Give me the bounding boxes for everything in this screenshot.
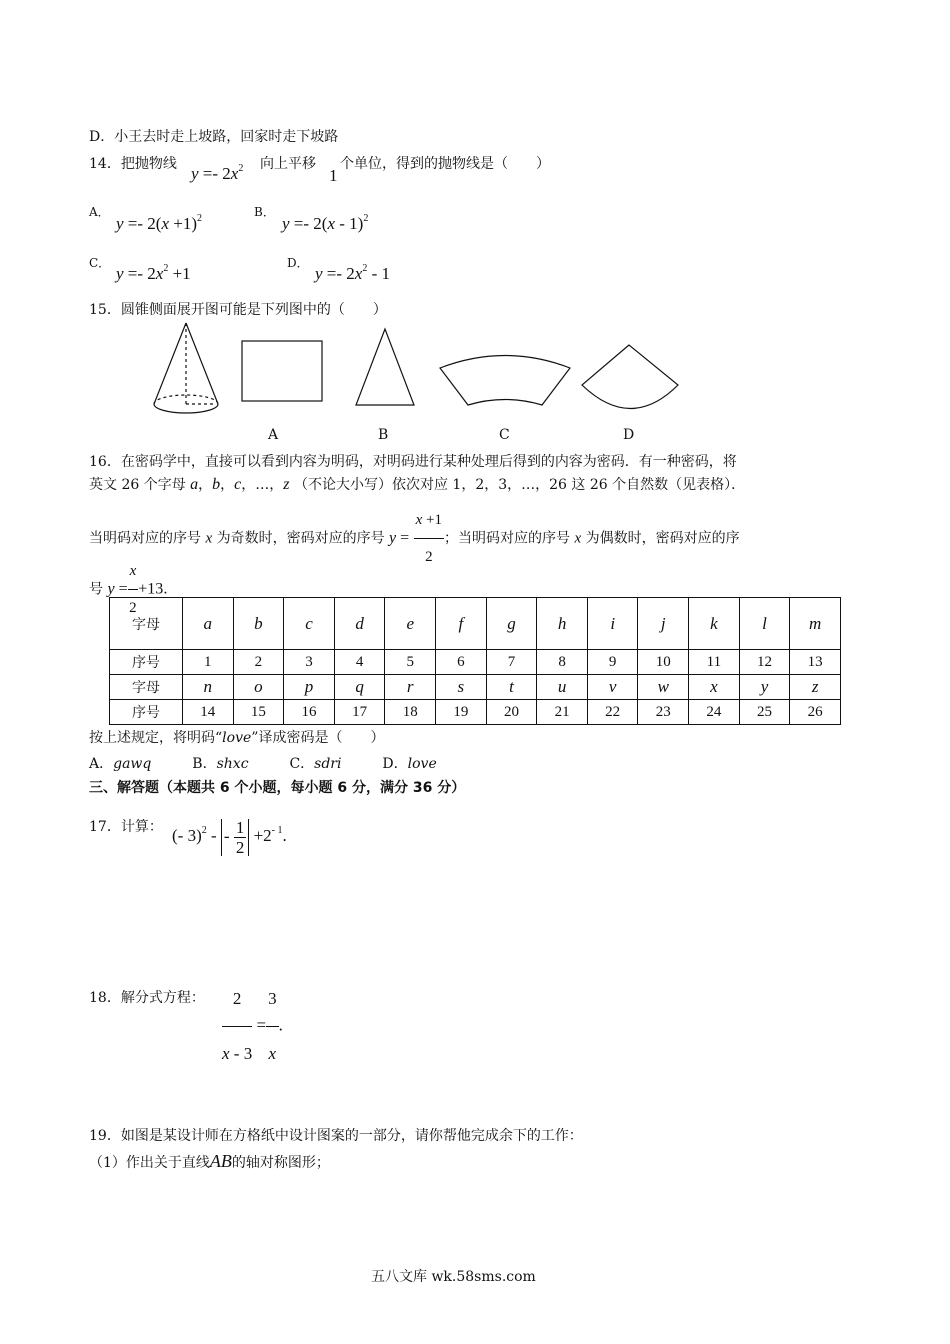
cell-index: 15 bbox=[233, 700, 284, 725]
header-index: 序号 bbox=[110, 700, 183, 725]
option-b-triangle bbox=[356, 329, 414, 405]
q16-line2: 英文 26 个字母 a，b，c，…，z （不论大小写）依次对应 1，2，3，…，26 这 26 个自然数（见表格）． bbox=[89, 476, 746, 493]
q16-plain-word: love bbox=[222, 730, 252, 746]
cell-index: 20 bbox=[486, 700, 537, 725]
cell-index: 17 bbox=[334, 700, 385, 725]
header-letter: 字母 bbox=[110, 675, 183, 700]
cell-index: 4 bbox=[334, 650, 385, 675]
cell-index: 11 bbox=[689, 650, 740, 675]
cell-letter: e bbox=[385, 598, 436, 650]
q14-shift-value: 1 bbox=[329, 166, 338, 185]
cone-figure bbox=[154, 323, 218, 413]
q16-line3d: 为偶数时，密码对应的序 bbox=[585, 530, 740, 547]
q17-stem: 17．计算： bbox=[89, 819, 163, 835]
cell-letter: d bbox=[334, 598, 385, 650]
q16-line4a: 号 bbox=[89, 581, 103, 598]
cell-letter: j bbox=[638, 598, 689, 650]
cell-index: 22 bbox=[587, 700, 638, 725]
option-a-rectangle bbox=[242, 341, 322, 401]
q16-line3: 当明码对应的序号 x 为奇数时，密码对应的序号 y = $\frac{x +1}{2}$ ；当明码对应的序号 x 为偶数时，密码对应的序 bbox=[89, 503, 740, 574]
cell-index: 18 bbox=[385, 700, 436, 725]
cell-letter: i bbox=[587, 598, 638, 650]
q16-question-b: ”译成密码是（ ） bbox=[251, 730, 385, 746]
q16-question bbox=[89, 731, 384, 745]
option-d-sector bbox=[582, 345, 678, 409]
q16-line3b: 为奇数时，密码对应的序号 bbox=[216, 530, 385, 547]
cell-letter: o bbox=[233, 675, 284, 700]
q16-option-a-value: gawq bbox=[113, 756, 152, 772]
q16-question-a: 按上述规定，将明码“ bbox=[89, 730, 223, 746]
cell-letter: q bbox=[334, 675, 385, 700]
cell-letter: h bbox=[537, 598, 588, 650]
cell-index: 3 bbox=[284, 650, 335, 675]
cell-letter: m bbox=[790, 598, 841, 650]
cell-letter: f bbox=[436, 598, 487, 650]
q18-equation: $\frac{2}{x - 3}$ = $\frac{3}{x}$ . bbox=[222, 973, 283, 1080]
cell-index: 23 bbox=[638, 700, 689, 725]
cipher-table bbox=[109, 597, 841, 725]
cell-index: 14 bbox=[183, 700, 234, 725]
cell-index: 21 bbox=[537, 700, 588, 725]
q14-option-c-label: C． bbox=[89, 256, 111, 270]
q13-option-d: D．小王去时走上坡路，回家时走下坡路 bbox=[89, 129, 339, 145]
q16-options bbox=[89, 757, 437, 771]
option-c-annular-sector bbox=[440, 356, 570, 406]
cell-letter: k bbox=[689, 598, 740, 650]
table-row-index-1 bbox=[110, 650, 841, 675]
q16-option-b-label: B． bbox=[192, 756, 217, 772]
q16-option-d-label: D． bbox=[382, 756, 408, 772]
q16-option-b-value: shxc bbox=[216, 756, 249, 772]
q14-option-b-formula: y =- 2(x - 1)$^2$ bbox=[282, 213, 369, 233]
q19-part1a: （1）作出关于直线 bbox=[89, 1155, 210, 1171]
q17-expression: (- 3)$^2$ - - $\frac{1}{2}$ $+2^{- 1}$. bbox=[172, 817, 287, 857]
q19-line-ab: AB bbox=[209, 1151, 232, 1171]
q16-line2b: （不论大小写）依次对应 1，2，3，…，26 这 26 个自然数（见表格）． bbox=[293, 477, 746, 493]
q16-line3a: 当明码对应的序号 bbox=[89, 530, 201, 547]
cell-letter: r bbox=[385, 675, 436, 700]
cell-letter: s bbox=[436, 675, 487, 700]
q15-stem: 15．圆锥侧面展开图可能是下列图中的（ ） bbox=[89, 302, 387, 318]
cell-letter: u bbox=[537, 675, 588, 700]
cell-letter: l bbox=[739, 598, 790, 650]
cell-letter: b bbox=[233, 598, 284, 650]
q16-line3c: ；当明码对应的序号 bbox=[444, 530, 571, 547]
q16-line1: 16．在密码学中，直接可以看到内容为明码，对明码进行某种处理后得到的内容为密码．有一种密码，将 bbox=[89, 454, 737, 470]
table-row-letters-1 bbox=[110, 598, 841, 650]
q16-line4: 号 y = $\frac{x}{2}$ +13． bbox=[89, 554, 177, 625]
q14-stem-c: 个单位，得到的抛物线是（ ） bbox=[340, 156, 550, 172]
q15-label-b: B bbox=[378, 427, 389, 443]
cell-letter: w bbox=[638, 675, 689, 700]
cell-index: 2 bbox=[233, 650, 284, 675]
cell-index: 1 bbox=[183, 650, 234, 675]
q15-label-a: A bbox=[268, 427, 279, 443]
q14-option-d-label: D． bbox=[287, 256, 309, 270]
cell-index: 26 bbox=[790, 700, 841, 725]
q16-option-c-label: C． bbox=[289, 756, 315, 772]
cell-letter: a bbox=[183, 598, 234, 650]
header-index: 序号 bbox=[110, 650, 183, 675]
table-row-letters-2 bbox=[110, 675, 841, 700]
q14-option-b-label: B． bbox=[254, 205, 275, 219]
cell-index: 10 bbox=[638, 650, 689, 675]
cell-letter: t bbox=[486, 675, 537, 700]
cell-index: 13 bbox=[790, 650, 841, 675]
q15-figures bbox=[140, 318, 700, 423]
header-letter: 字母 bbox=[110, 598, 183, 650]
q14-option-a-label: A． bbox=[89, 205, 110, 219]
q14-stem bbox=[89, 157, 177, 171]
cell-letter: n bbox=[183, 675, 234, 700]
q19-stem: 19．如图是某设计师在方格纸中设计图案的一部分，请你帮他完成余下的工作： bbox=[89, 1128, 583, 1144]
cell-index: 24 bbox=[689, 700, 740, 725]
cell-index: 12 bbox=[739, 650, 790, 675]
cell-index: 9 bbox=[587, 650, 638, 675]
q19-part1b: 的轴对称图形； bbox=[231, 1155, 330, 1171]
q15-label-d: D bbox=[623, 427, 635, 443]
q16-option-d-value: love bbox=[407, 756, 437, 772]
cell-letter: c bbox=[284, 598, 335, 650]
cell-index: 19 bbox=[436, 700, 487, 725]
q14-option-d-formula: $y =- 2x^2 - 1$ bbox=[315, 263, 391, 283]
cell-letter: p bbox=[284, 675, 335, 700]
q15-label-c: C bbox=[499, 427, 510, 443]
cell-index: 25 bbox=[739, 700, 790, 725]
q16-line2a: 英文 26 个字母 bbox=[89, 477, 186, 493]
q14-option-c-formula: $y =- 2x^2 +1$ bbox=[116, 263, 191, 283]
cell-index: 16 bbox=[284, 700, 335, 725]
section3-title: 三、解答题（本题共 6 个小题，每小题 6 分，满分 36 分） bbox=[89, 780, 466, 796]
cell-letter: v bbox=[587, 675, 638, 700]
q14-stem-b: 向上平移 bbox=[260, 156, 316, 172]
cell-letter: x bbox=[689, 675, 740, 700]
q14-option-a-formula: $y =- 2(x +1)^2$ bbox=[116, 213, 203, 233]
cell-index: 5 bbox=[385, 650, 436, 675]
q14-stem-a: 14．把抛物线 bbox=[89, 156, 177, 172]
q19-part1 bbox=[89, 1152, 330, 1170]
q18-stem: 18．解分式方程： bbox=[89, 990, 205, 1006]
footer-watermark: 五八文库 wk.58sms.com bbox=[371, 1269, 536, 1285]
cell-index: 8 bbox=[537, 650, 588, 675]
cell-letter: z bbox=[790, 675, 841, 700]
table-row-index-2 bbox=[110, 700, 841, 725]
q14-parabola-formula: $y =- 2x^2$ bbox=[191, 163, 244, 183]
cell-letter: g bbox=[486, 598, 537, 650]
cell-index: 7 bbox=[486, 650, 537, 675]
q16-option-a-label: A． bbox=[89, 756, 114, 772]
cell-letter: y bbox=[739, 675, 790, 700]
q16-option-c-value: sdri bbox=[314, 756, 342, 772]
cell-index: 6 bbox=[436, 650, 487, 675]
